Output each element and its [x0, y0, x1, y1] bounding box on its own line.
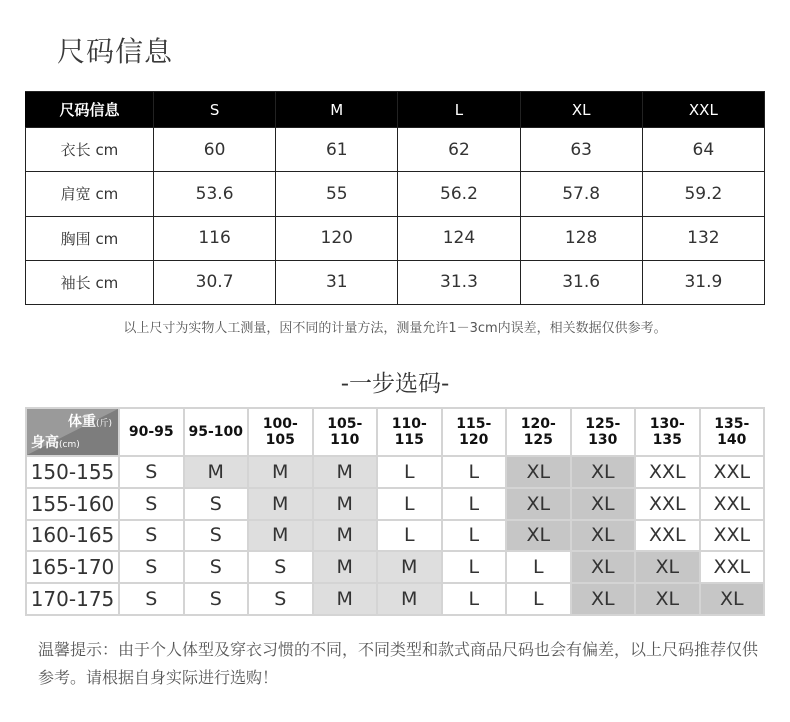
size-table-header-cell: 尺码信息 — [26, 92, 154, 128]
size-table-cell: 116 — [154, 216, 276, 260]
size-table-header-cell: M — [276, 92, 398, 128]
section-title: -一步选码- — [340, 371, 450, 397]
size-recommendation-cell: S — [119, 520, 184, 552]
size-recommendation-cell: S — [248, 583, 313, 615]
size-recommendation-cell: XL — [571, 456, 636, 488]
size-recommendation-cell: L — [377, 488, 442, 520]
size-recommendation-cell: S — [119, 583, 184, 615]
warm-tip: 温馨提示：由于个人体型及穿衣习惯的不同，不同类型和款式商品尺码也会有偏差，以上尺码推荐仅供参考。请根据自身实际进行选购！ — [38, 640, 759, 687]
size-recommendation-cell: XXL — [700, 456, 765, 488]
size-recommendation-cell: XXL — [700, 551, 765, 583]
rec-table-row — [26, 583, 764, 615]
size-table-row — [26, 260, 765, 304]
size-recommendation-cell: XXL — [635, 520, 700, 552]
size-table-row-label: 胸围 cm — [26, 216, 154, 260]
rec-table-header — [26, 408, 764, 456]
size-table-cell: 128 — [520, 216, 642, 260]
height-cell: 160-165 — [26, 520, 119, 552]
size-recommendation-cell: XL — [506, 488, 571, 520]
size-table-cell: 53.6 — [154, 172, 276, 216]
size-table-header — [26, 92, 765, 128]
height-cell: 150-155 — [26, 456, 119, 488]
size-table-cell: 30.7 — [154, 260, 276, 304]
size-table-cell: 60 — [154, 128, 276, 172]
corner-weight-label: 体重(斤) — [67, 414, 112, 430]
size-table-cell: 61 — [276, 128, 398, 172]
size-table-cell: 55 — [276, 172, 398, 216]
size-recommendation-cell: M — [313, 488, 378, 520]
size-recommendation-cell: S — [184, 551, 249, 583]
measurement-note: 以上尺寸为实物人工测量，因不同的计量方法，测量允许1－3cm内误差，相关数据仅供参考。 — [123, 321, 667, 336]
rec-table-row — [26, 551, 764, 583]
size-recommendation-cell: S — [184, 488, 249, 520]
weight-header-cell: 125-130 — [571, 408, 636, 456]
size-recommendation-cell: XL — [506, 520, 571, 552]
size-recommendation-cell: L — [442, 456, 507, 488]
size-table-row-label: 衣长 cm — [26, 128, 154, 172]
size-table-cell: 31.9 — [642, 260, 764, 304]
size-table-row — [26, 172, 765, 216]
height-cell: 170-175 — [26, 583, 119, 615]
size-recommendation-cell: L — [506, 583, 571, 615]
size-table-cell: 132 — [642, 216, 764, 260]
size-recommendation-cell: M — [248, 456, 313, 488]
size-table-header-cell: XL — [520, 92, 642, 128]
size-recommendation-cell: M — [248, 520, 313, 552]
size-recommendation-cell: XL — [506, 456, 571, 488]
size-recommendation-cell: M — [313, 583, 378, 615]
size-recommendation-cell: M — [313, 520, 378, 552]
size-table-cell: 63 — [520, 128, 642, 172]
corner-cell — [26, 408, 119, 456]
size-table-cell: 31 — [276, 260, 398, 304]
weight-header-cell: 100-105 — [248, 408, 313, 456]
size-recommendation-cell: L — [377, 456, 442, 488]
size-recommendation-cell: S — [184, 583, 249, 615]
size-recommendation-cell: L — [506, 551, 571, 583]
size-recommendation-cell: S — [119, 488, 184, 520]
size-recommendation-cell: S — [119, 456, 184, 488]
size-recommendation-cell: XXL — [700, 520, 765, 552]
size-recommendation-table — [25, 407, 765, 616]
size-recommendation-cell: XL — [571, 488, 636, 520]
size-recommendation-cell: L — [442, 551, 507, 583]
weight-header-cell: 120-125 — [506, 408, 571, 456]
size-recommendation-cell: S — [248, 551, 313, 583]
corner-height-label: 身高(cm) — [31, 435, 80, 451]
size-recommendation-cell: M — [248, 488, 313, 520]
size-recommendation-cell: XL — [700, 583, 765, 615]
rec-table-row — [26, 520, 764, 552]
page-title: 尺码信息 — [57, 35, 174, 68]
size-table-cell: 62 — [398, 128, 520, 172]
size-recommendation-cell: M — [377, 551, 442, 583]
weight-header-cell: 105-110 — [313, 408, 378, 456]
height-cell: 155-160 — [26, 488, 119, 520]
size-table-cell: 56.2 — [398, 172, 520, 216]
size-table-cell: 64 — [642, 128, 764, 172]
size-recommendation-cell: M — [313, 551, 378, 583]
size-info-table — [25, 91, 765, 305]
size-recommendation-cell: XXL — [635, 456, 700, 488]
size-recommendation-cell: S — [184, 520, 249, 552]
size-table-row-label: 袖长 cm — [26, 260, 154, 304]
size-recommendation-cell: XXL — [635, 488, 700, 520]
size-recommendation-cell: M — [377, 583, 442, 615]
size-recommendation-cell: L — [377, 520, 442, 552]
size-table-header-cell: S — [154, 92, 276, 128]
weight-header-cell: 95-100 — [184, 408, 249, 456]
size-recommendation-cell: XL — [635, 583, 700, 615]
size-table-cell: 31.6 — [520, 260, 642, 304]
height-cell: 165-170 — [26, 551, 119, 583]
size-recommendation-cell: XXL — [700, 488, 765, 520]
size-table-cell: 59.2 — [642, 172, 764, 216]
size-table-cell: 124 — [398, 216, 520, 260]
size-recommendation-cell: XL — [571, 551, 636, 583]
size-table-header-cell: XXL — [642, 92, 764, 128]
size-table-row — [26, 216, 765, 260]
size-table-row — [26, 128, 765, 172]
weight-header-cell: 130-135 — [635, 408, 700, 456]
size-table-cell: 120 — [276, 216, 398, 260]
rec-table-row — [26, 456, 764, 488]
weight-header-cell: 90-95 — [119, 408, 184, 456]
size-table-cell: 57.8 — [520, 172, 642, 216]
size-recommendation-cell: M — [313, 456, 378, 488]
size-table-row-label: 肩宽 cm — [26, 172, 154, 216]
size-recommendation-cell: L — [442, 488, 507, 520]
size-recommendation-cell: XL — [635, 551, 700, 583]
size-table-header-cell: L — [398, 92, 520, 128]
size-recommendation-cell: L — [442, 520, 507, 552]
weight-header-cell: 115-120 — [442, 408, 507, 456]
weight-header-cell: 135-140 — [700, 408, 765, 456]
size-table-cell: 31.3 — [398, 260, 520, 304]
size-recommendation-cell: XL — [571, 583, 636, 615]
rec-table-row — [26, 488, 764, 520]
size-recommendation-cell: L — [442, 583, 507, 615]
weight-header-cell: 110-115 — [377, 408, 442, 456]
size-recommendation-cell: S — [119, 551, 184, 583]
size-recommendation-cell: XL — [571, 520, 636, 552]
size-recommendation-cell: M — [184, 456, 249, 488]
